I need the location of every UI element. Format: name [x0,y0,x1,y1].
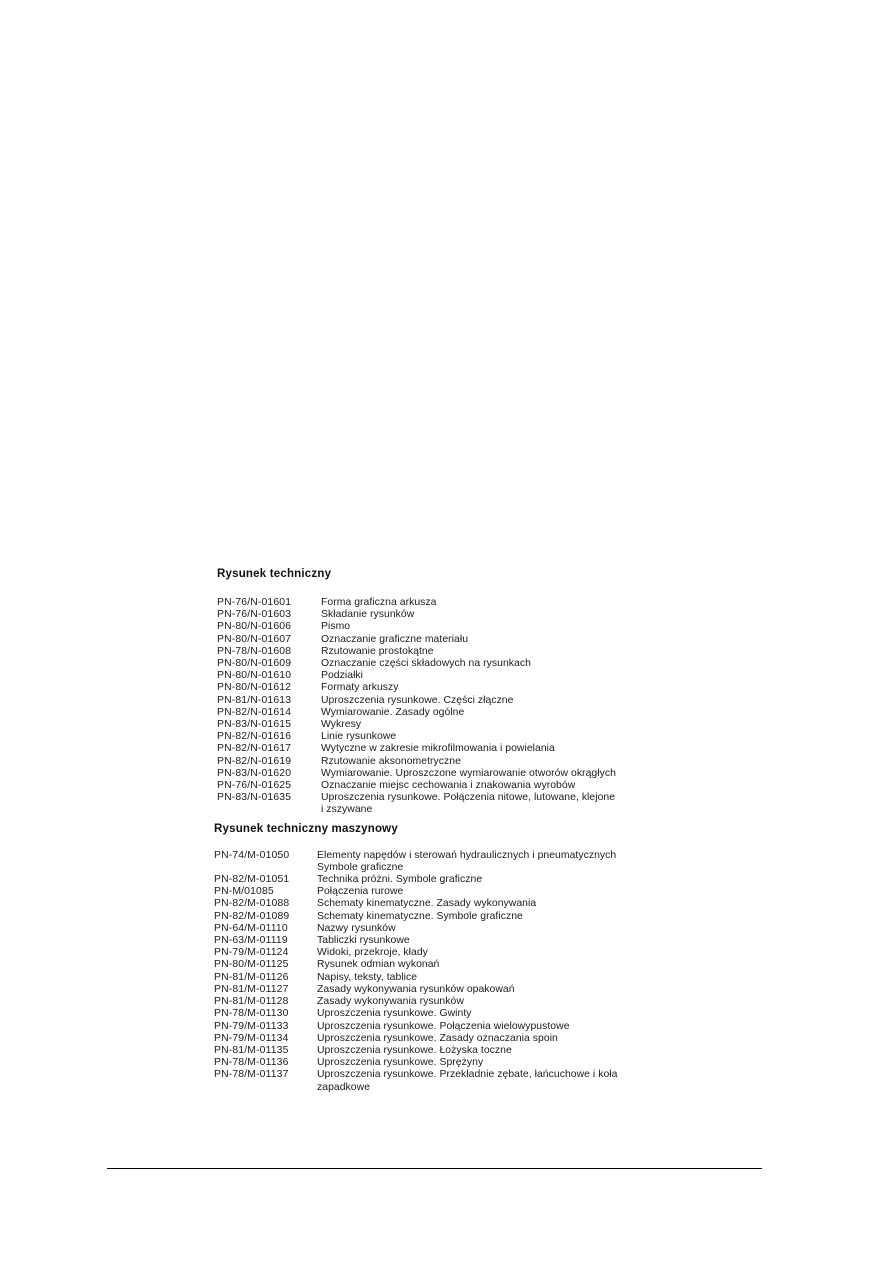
standard-entry [214,780,714,792]
standard-title: Wykresy [321,719,362,731]
standard-code: PN-82/N-01616 [217,731,292,743]
standard-code: PN-79/M-01133 [214,1020,289,1032]
standard-title: Uproszczenia rysunkowe. Połączenia nitowe, lutowane, klejone i zszywane [321,792,616,816]
standard-code: PN-82/N-01614 [217,706,292,718]
standard-code: PN-80/M-01125 [214,959,289,971]
section-heading: Rysunek techniczny [217,568,332,580]
standard-title: Zasady wykonywania rysunków [317,996,464,1008]
standard-entry [214,621,714,633]
standard-code: PN-80/N-01612 [217,682,292,694]
standard-code: PN-82/M-01088 [214,898,290,910]
standard-entry [214,850,714,874]
standard-code: PN-82/M-01089 [214,910,290,922]
standard-title: Forma graficzna arkusza [321,597,437,608]
standard-code: PN-80/N-01609 [217,658,292,670]
standard-code: PN-80/N-01607 [217,633,292,645]
standard-title: Tabliczki rysunkowe [317,935,410,947]
standard-title: Formaty arkuszy [321,682,399,694]
standard-entry [214,658,714,670]
standard-code: PN-79/M-01124 [214,947,289,959]
standard-entry [214,984,714,996]
standard-code: PN-76/N-01601 [217,597,292,608]
standard-title: Składanie rysunków [321,609,415,621]
standard-code: PN-81/M-01128 [214,996,289,1008]
standard-entry [214,768,714,780]
standard-title: Nazwy rysunków [317,922,396,934]
standard-title: Widoki, przekroje, kłady [317,947,428,959]
standard-title: Technika próżni. Symbole graficzne [317,874,483,886]
standard-title: Podziałki [321,670,364,682]
scanned-standards-list [214,568,714,1094]
footer-divider [107,1168,762,1169]
standard-title: Uproszczenia rysunkowe. Łożyska toczne [317,1044,512,1056]
standard-title: Wymiarowanie. Zasady ogólne [321,706,465,718]
standard-code: PN-76/N-01625 [217,780,292,792]
standard-code: PN-82/N-01617 [217,743,292,755]
standard-code: PN-80/N-01606 [217,621,292,633]
standard-title: Napisy, teksty, tablice [317,971,418,983]
standard-title: Uproszczenia rysunkowe. Sprężyny [317,1057,484,1069]
standard-code: PN-63/M-01119 [214,935,288,947]
standard-entry [214,935,714,947]
standard-title: Pismo [321,621,351,633]
standard-entry [214,1021,714,1033]
standards-list [214,597,714,817]
standard-code: PN-82/N-01619 [217,755,292,767]
standard-code: PN-80/N-01610 [217,670,292,682]
standard-title: Uproszczenia rysunkowe. Przekładnie zębate, łańcuchowe i koła zapadkowe [317,1069,618,1093]
standard-code: PN-74/M-01050 [214,849,290,861]
standard-entry [214,792,714,816]
standard-title: Oznaczanie graficzne materiału [321,633,469,645]
standard-title: Uproszczenia rysunkowe. Części złączne [321,694,514,706]
standard-entry [214,731,714,743]
standard-entry [214,1045,714,1057]
standard-entry [214,1069,714,1093]
standard-title: Oznaczanie miejsc cechowania i znakowania wyrobów [321,780,576,792]
standard-title: Rzutowanie aksonometryczne [321,755,461,767]
standard-title: Rysunek odmian wykonań [317,959,440,971]
standard-entry [214,874,714,886]
standard-entry [214,756,714,768]
standard-title: Schematy kinematyczne. Zasady wykonywania [317,898,537,910]
section-technical-drawing [214,568,714,817]
standard-code: PN-78/M-01136 [214,1057,289,1069]
standard-entry [214,609,714,621]
standard-code: PN-81/M-01135 [214,1044,289,1056]
standard-code: PN-78/N-01608 [217,645,292,657]
standard-title: Oznaczanie części składowych na rysunkach [321,658,531,670]
standard-entry [214,959,714,971]
standard-entry [214,886,714,898]
standard-title: Uproszczenia rysunkowe. Połączenia wielowypustowe [317,1020,570,1032]
standard-title: Zasady wykonywania rysunków opakowań [317,983,515,995]
standard-code: PN-78/M-01130 [214,1008,289,1020]
standard-title: Rzutowanie prostokątne [321,645,434,657]
standard-code: PN-81/M-01127 [214,983,289,995]
standard-entry [214,923,714,935]
standard-entry [214,743,714,755]
standard-entry [214,1008,714,1020]
standard-code: PN-83/N-01635 [217,792,292,804]
standard-entry [214,898,714,910]
standard-entry [214,682,714,694]
standard-entry [214,597,714,609]
standard-code: PN-78/M-01137 [214,1069,289,1081]
section-machine-technical-drawing [214,823,714,1094]
standard-code: PN-82/M-01051 [214,874,290,886]
standard-entry [214,996,714,1008]
standard-code: PN-83/N-01620 [217,767,292,779]
standard-entry [214,634,714,646]
standard-title: Wymiarowanie. Uproszczone wymiarowanie otworów okrągłych [321,767,616,779]
standard-code: PN-M/01085 [214,886,274,898]
standard-title: Uproszczenia rysunkowe. Zasady oznaczania spoin [317,1032,558,1044]
standard-title: Wytyczne w zakresie mikrofilmowania i powielania [321,743,555,755]
standard-code: PN-81/M-01126 [214,971,289,983]
standard-entry [214,911,714,923]
standard-title: Linie rysunkowe [321,731,397,743]
standard-entry [214,646,714,658]
standard-code: PN-79/M-01134 [214,1032,289,1044]
standard-title: Schematy kinematyczne. Symbole graficzne [317,910,523,922]
standard-title: Połączenia rurowe [317,886,404,898]
standard-entry [214,670,714,682]
standard-entry [214,972,714,984]
standards-list [214,850,714,1094]
standard-entry [214,947,714,959]
standard-entry [214,1057,714,1069]
standard-entry [214,707,714,719]
standard-title: Elementy napędów i sterowań hydraulicznych i pneumatycznych Symbole graficzne [317,849,617,873]
standard-entry [214,695,714,707]
standard-title: Uproszczenia rysunkowe. Gwinty [317,1008,472,1020]
standard-code: PN-83/N-01615 [217,719,292,731]
standard-entry [214,1033,714,1045]
standard-code: PN-76/N-01603 [217,609,292,621]
standard-code: PN-64/M-01110 [214,922,288,934]
standard-entry [214,719,714,731]
section-heading: Rysunek techniczny maszynowy [214,822,398,835]
standard-code: PN-81/N-01613 [217,694,292,706]
